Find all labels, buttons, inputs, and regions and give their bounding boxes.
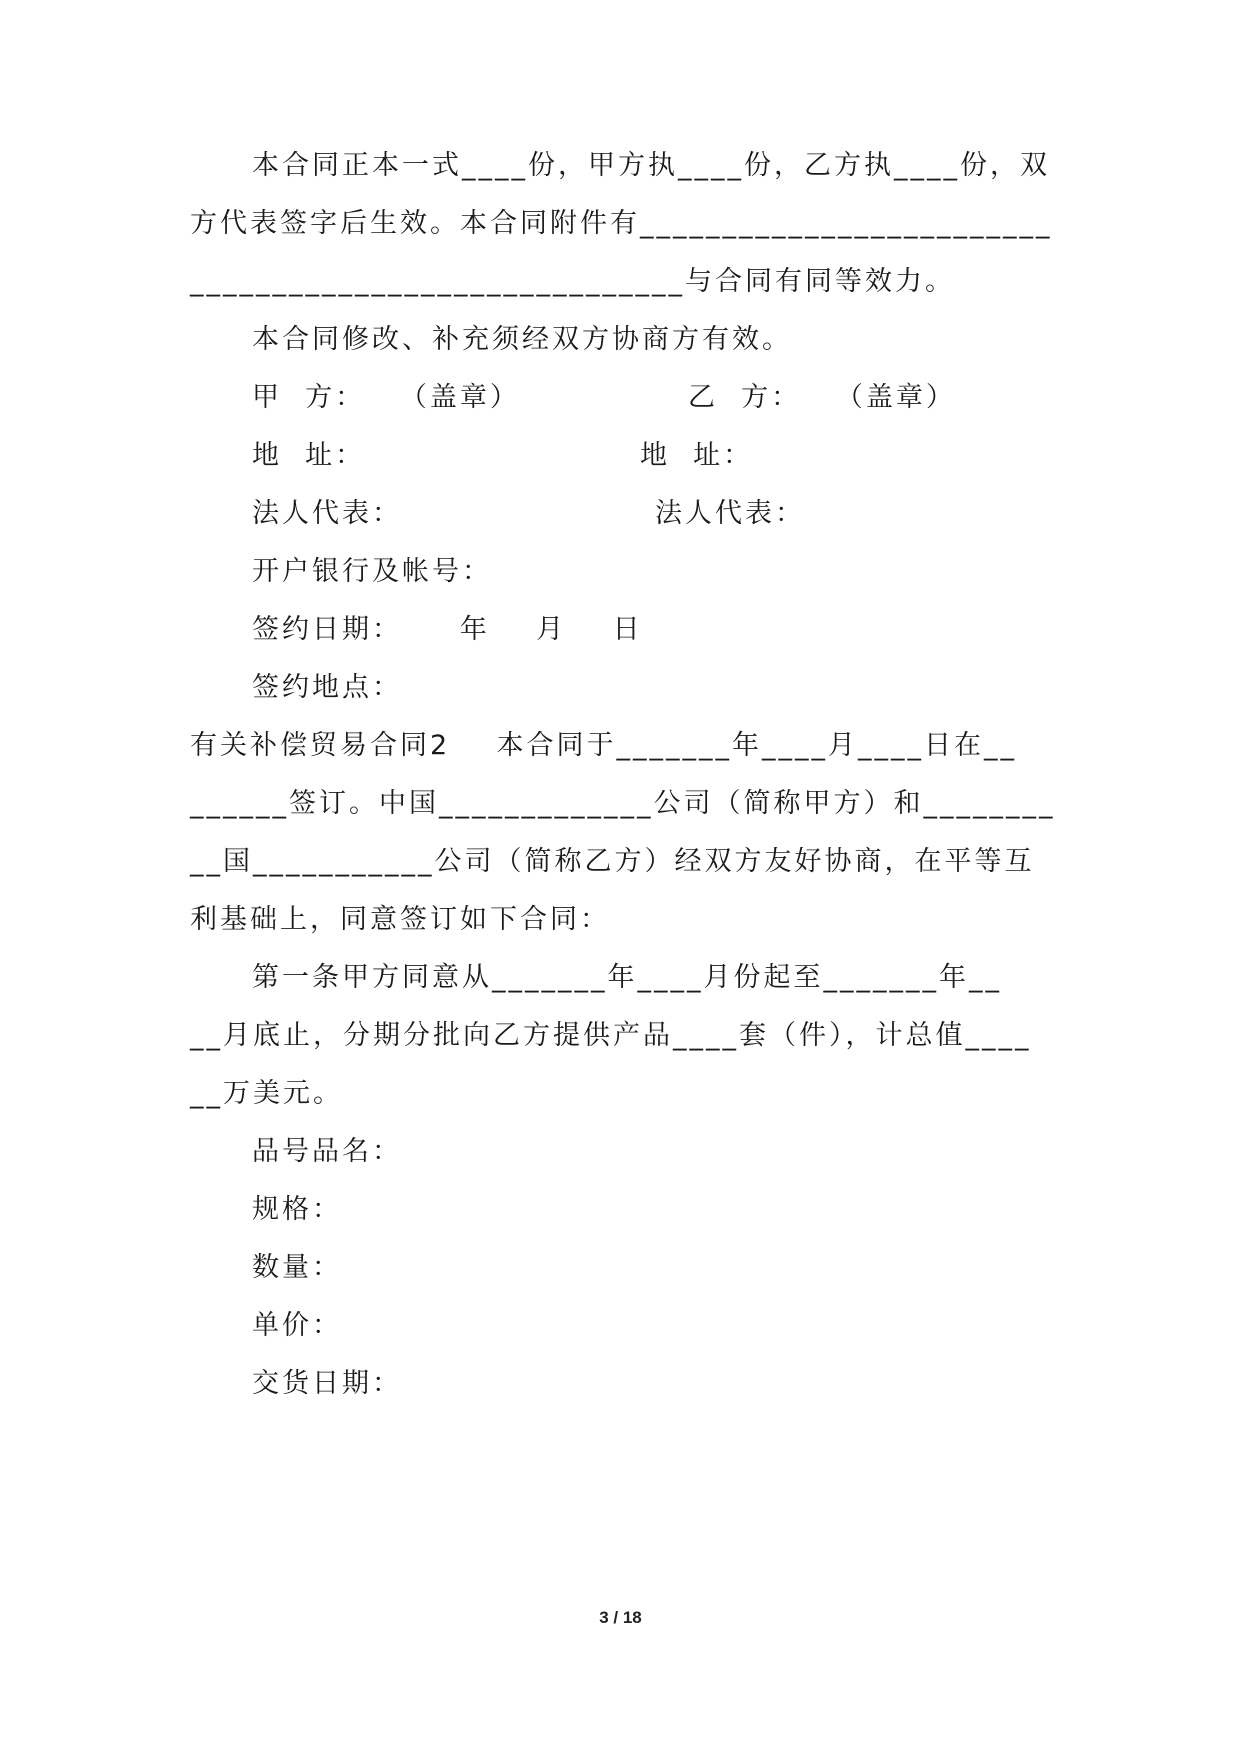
page-number: 3 / 18 [599, 1608, 642, 1627]
article-one-value: __万美元。 [190, 1078, 343, 1109]
contract2-parties-b: __国___________公司（简称乙方）经双方友好协商，在平等互 [190, 846, 1035, 877]
delivery-date-label: 交货日期： [252, 1368, 402, 1399]
contract2-parties-a: ______签订。中国_____________公司（简称甲方）和________ [190, 788, 1056, 819]
contract2-intro: 有关补偿贸易合同2 本合同于_______年____月____日在__ [190, 730, 1018, 761]
paragraph-annex: ______________________________与合同有同等效力。 [190, 266, 955, 297]
article-one-supply: __月底止，分期分批向乙方提供产品____套（件），计总值____ [190, 1020, 1032, 1051]
party-a-seal: 甲 方： （盖章） [252, 382, 520, 413]
contract2-agreement: 利基础上，同意签订如下合同： [190, 904, 610, 935]
party-a-address: 地 址： [252, 440, 366, 471]
signing-place: 签约地点： [252, 672, 402, 703]
unit-price-label: 单价： [252, 1310, 342, 1341]
paragraph-copies: 本合同正本一式____份，甲方执____份，乙方执____份，双 [252, 150, 1050, 181]
party-b-representative: 法人代表： [655, 498, 805, 529]
quantity-label: 数量： [252, 1252, 342, 1283]
signing-date: 签约日期： 年 月 日 [252, 614, 643, 645]
paragraph-effect: 方代表签字后生效。本合同附件有_________________________ [190, 208, 1053, 239]
party-b-seal: 乙 方： （盖章） [688, 382, 956, 413]
article-one-start: 第一条甲方同意从_______年____月份起至_______年__ [252, 962, 1002, 993]
party-b-address: 地 址： [640, 440, 754, 471]
spec-label: 规格： [252, 1194, 342, 1225]
party-a-representative: 法人代表： [252, 498, 402, 529]
bank-account: 开户银行及帐号： [252, 556, 492, 587]
paragraph-amendment: 本合同修改、补充须经双方协商方有效。 [252, 324, 792, 355]
item-name-label: 品号品名： [252, 1136, 402, 1167]
